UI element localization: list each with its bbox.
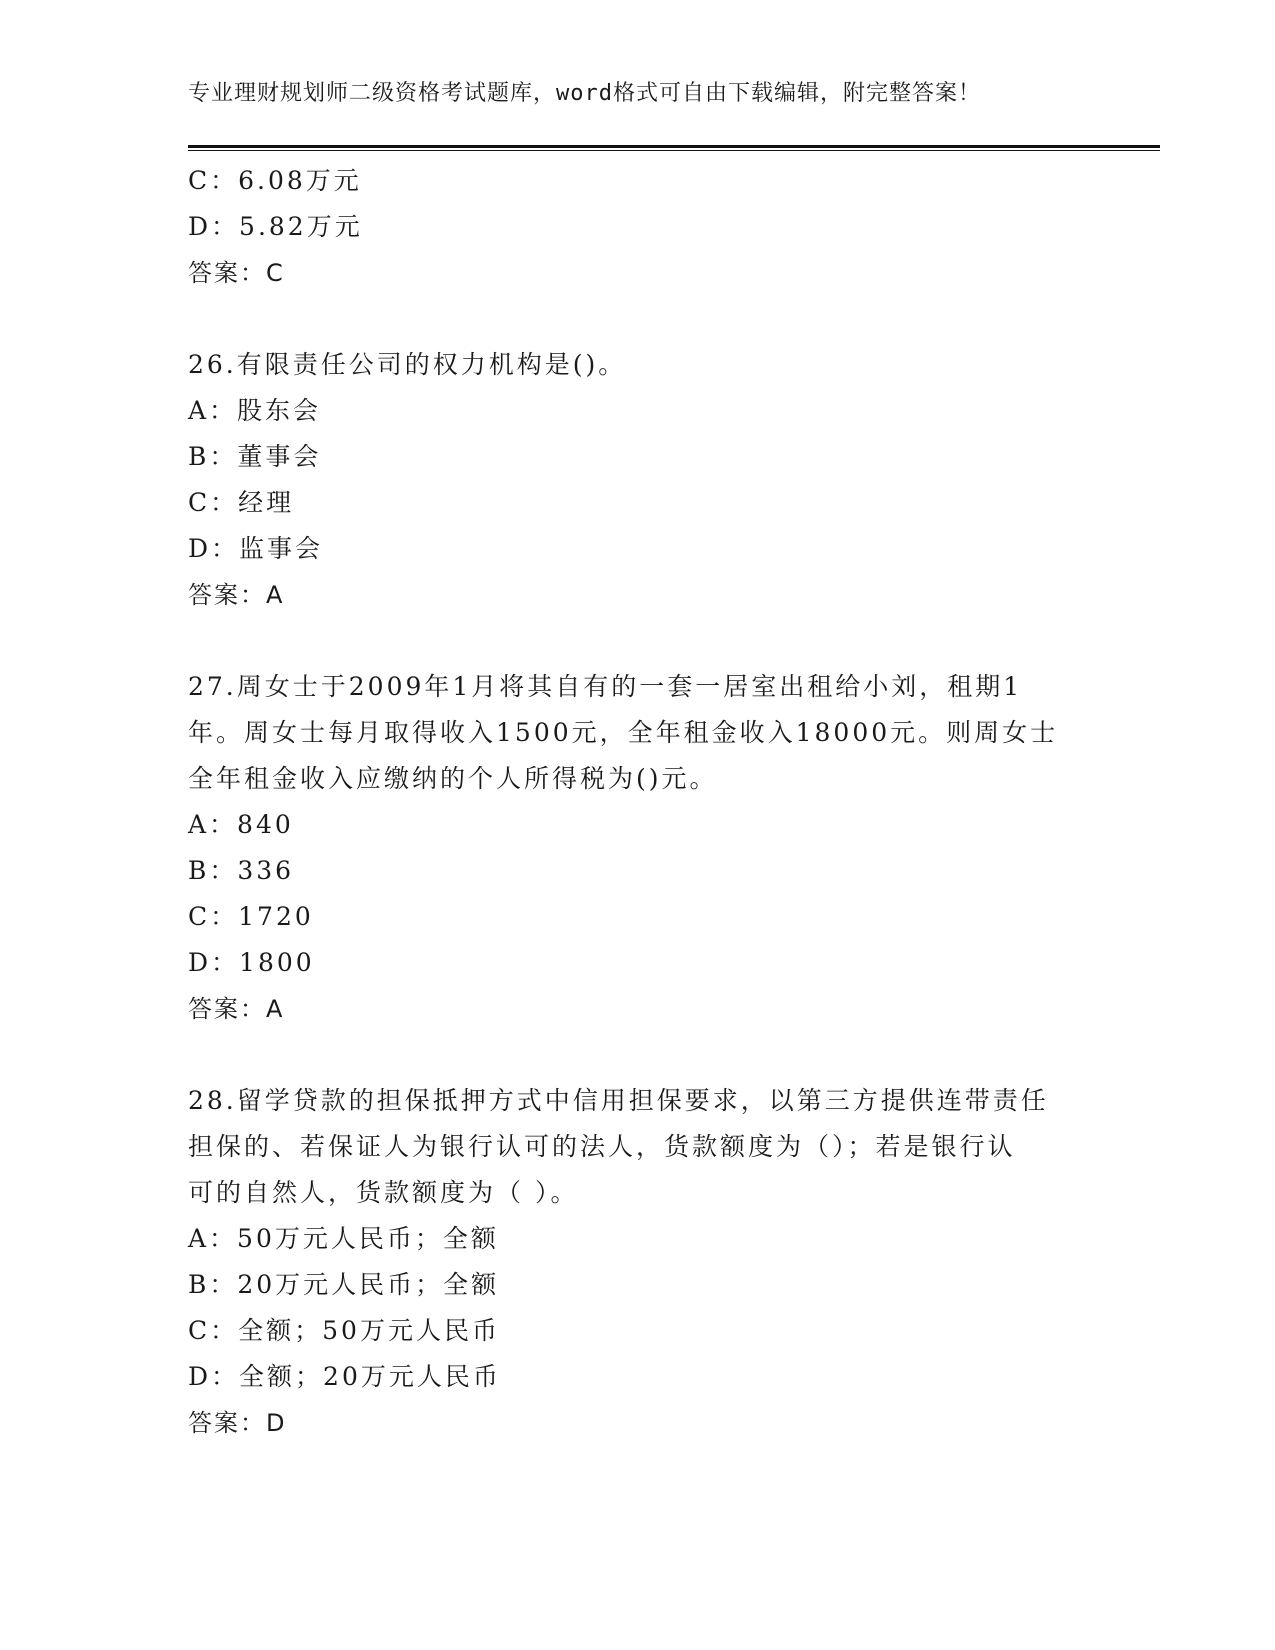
question-stem-line-1: 27.周女士于2009年1月将其自有的一套一居室出租给小刘，租期1 <box>188 672 1023 701</box>
option-b: B：20万元人民币；全额 <box>188 1270 500 1299</box>
question-27 <box>188 664 1088 1032</box>
answer-line: 答案：D <box>188 1409 287 1437</box>
header-rule-thick <box>188 145 1160 148</box>
question-stem: 26.有限责任公司的权力机构是()。 <box>188 350 627 379</box>
question-stem-line-3: 可的自然人，货款额度为（ ）。 <box>188 1178 579 1207</box>
question-28 <box>188 1078 1088 1446</box>
question-stem-line-3: 全年租金收入应缴纳的个人所得税为()元。 <box>188 764 718 793</box>
option-a: A：50万元人民币；全额 <box>188 1224 499 1253</box>
option-d: D：全额；20万元人民币 <box>188 1362 501 1391</box>
page-header: 专业理财规划师二级资格考试题库，word格式可自由下载编辑，附完整答案！ <box>188 81 981 106</box>
question-content <box>188 158 1088 1446</box>
header-rule-thin <box>188 150 1160 151</box>
answer-line: 答案：A <box>188 995 285 1023</box>
question-stem-line-1: 28.留学贷款的担保抵押方式中信用担保要求，以第三方提供连带责任 <box>188 1086 1049 1115</box>
prev-question-block <box>188 158 1088 296</box>
spacer <box>188 618 1088 664</box>
answer-line: 答案：C <box>188 259 285 287</box>
option-d: D：1800 <box>188 948 315 977</box>
option-c: C：6.08万元 <box>188 166 362 195</box>
question-stem-line-2: 担保的、若保证人为银行认可的法人，货款额度为（）；若是银行认 <box>188 1132 1016 1161</box>
option-c: C：1720 <box>188 902 314 931</box>
option-d: D：监事会 <box>188 534 324 563</box>
option-d: D：5.82万元 <box>188 212 363 241</box>
option-b: B：336 <box>188 856 295 885</box>
option-a: A：股东会 <box>188 396 322 425</box>
spacer <box>188 296 1088 342</box>
answer-line: 答案：A <box>188 581 285 609</box>
option-c: C：经理 <box>188 488 295 517</box>
spacer <box>188 1032 1088 1078</box>
question-stem-line-2: 年。周女士每月取得收入1500元，全年租金收入18000元。则周女士 <box>188 718 1059 747</box>
option-c: C：全额；50万元人民币 <box>188 1316 500 1345</box>
question-26 <box>188 342 1088 618</box>
option-a: A：840 <box>188 810 294 839</box>
option-b: B：董事会 <box>188 442 322 471</box>
